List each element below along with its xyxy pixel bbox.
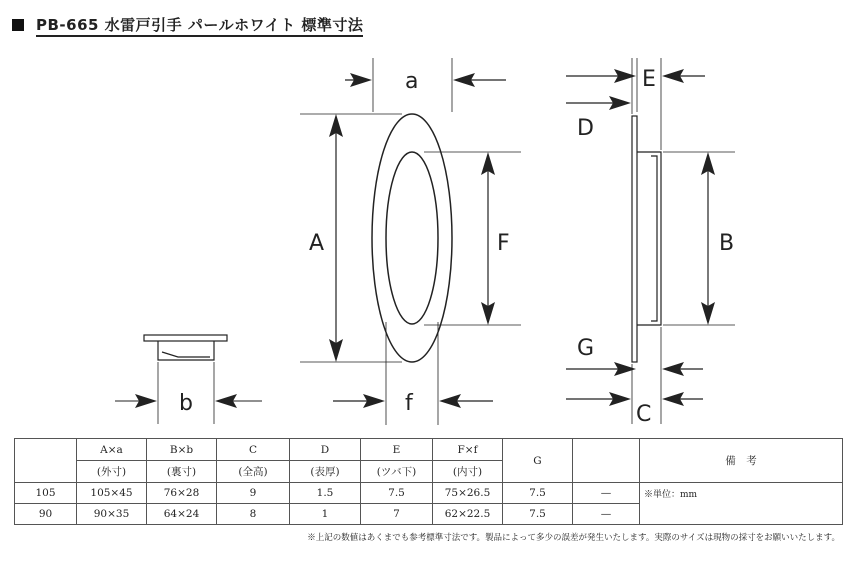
table-cell: 8 [217, 504, 290, 525]
header-cell: D [290, 439, 361, 461]
table-cell: 7 [361, 504, 433, 525]
table-cell: 105×45 [77, 483, 147, 504]
table-cell: 1.5 [290, 483, 361, 504]
dim-label-E: E [642, 67, 656, 92]
remarks-cell [640, 483, 843, 525]
dim-label-F: F [497, 231, 510, 256]
table-cell: 105 [15, 483, 77, 504]
table-cell: 7.5 [503, 504, 573, 525]
dim-label-b: b [179, 391, 193, 416]
footnote: ※上記の数値はあくまでも参考標準寸法です。製品によって多少の誤差が発生いたします。実際のサイズは現物の採寸をお願いいたします。 [307, 533, 840, 543]
dim-label-G: G [577, 336, 595, 361]
header-cell [573, 439, 640, 483]
dim-label-A: A [309, 231, 325, 256]
unit-note: ※単位：mm [644, 490, 698, 500]
dim-label-B: B [719, 231, 735, 256]
header-cell: F×f [433, 439, 503, 461]
header-cell: C [217, 439, 290, 461]
header-subcell: (全高) [217, 461, 290, 483]
header-cell: G [503, 439, 573, 483]
table-cell: — [573, 504, 640, 525]
header-cell: B×b [147, 439, 217, 461]
table-cell: 75×26.5 [433, 483, 503, 504]
dim-label-a: a [405, 69, 419, 94]
table-row [15, 483, 843, 504]
table-cell: 1 [290, 504, 361, 525]
header-subcell: (表厚) [290, 461, 361, 483]
table-cell: — [573, 483, 640, 504]
header-cell: A×a [77, 439, 147, 461]
table-cell: 7.5 [503, 483, 573, 504]
spec-table [14, 438, 843, 525]
table-cell: 90×35 [77, 504, 147, 525]
front-view [300, 58, 521, 425]
dim-label-C: C [636, 402, 652, 427]
title-text: PB-665 水雷戸引手 パールホワイト 標準寸法 [36, 16, 363, 37]
table-cell: 76×28 [147, 483, 217, 504]
table-cell: 62×22.5 [433, 504, 503, 525]
table-cell: 90 [15, 504, 77, 525]
right-side-view [566, 58, 735, 424]
dim-label-D: D [577, 116, 594, 141]
dim-label-f: f [405, 391, 413, 416]
table-header-row [15, 439, 843, 461]
header-subcell: (外寸) [77, 461, 147, 483]
header-subcell: (裏寸) [147, 461, 217, 483]
header-subcell: (内寸) [433, 461, 503, 483]
header-cell [15, 439, 77, 483]
table-cell: 64×24 [147, 504, 217, 525]
table-cell: 9 [217, 483, 290, 504]
header-cell-remarks: 備 考 [640, 439, 843, 483]
header-cell: E [361, 439, 433, 461]
table-cell: 7.5 [361, 483, 433, 504]
header-subcell: (ツバ下) [361, 461, 433, 483]
